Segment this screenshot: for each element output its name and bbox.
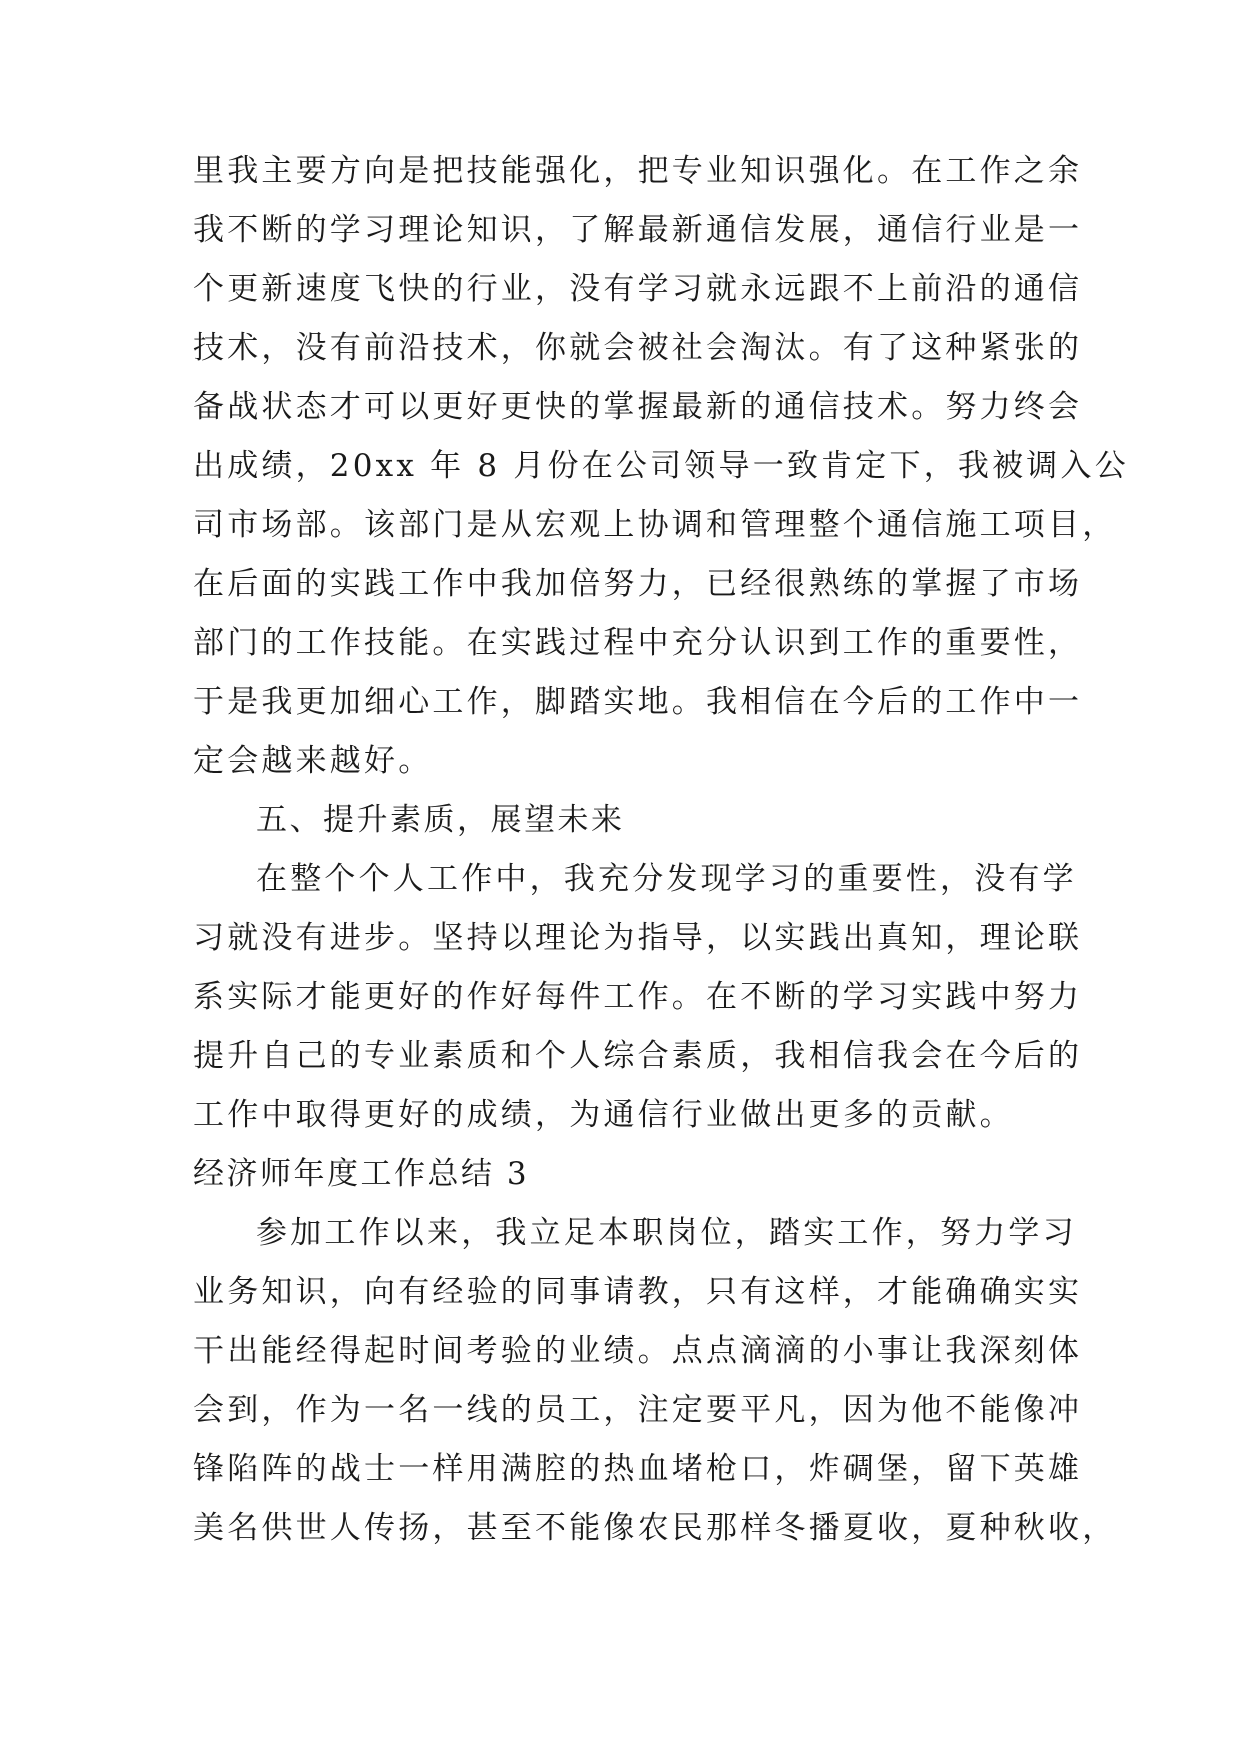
text-line: 于是我更加细心工作，脚踏实地。我相信在今后的工作中一 [193, 684, 1083, 720]
text-line: 定会越来越好。 [193, 743, 433, 779]
text-line: 美名供世人传扬，甚至不能像农民那样冬播夏收，夏种秋收， [193, 1510, 1117, 1546]
text-line: 系实际才能更好的作好每件工作。在不断的学习实践中努力 [193, 979, 1083, 1015]
text-line: 在后面的实践工作中我加倍努力，已经很熟练的掌握了市场 [193, 566, 1083, 602]
text-line: 技术，没有前沿技术，你就会被社会淘汰。有了这种紧张的 [193, 330, 1083, 366]
text-line: 业务知识，向有经验的同事请教，只有这样，才能确确实实 [193, 1274, 1083, 1310]
text-line: 司市场部。该部门是从宏观上协调和管理整个通信施工项目， [193, 507, 1117, 543]
section-heading: 五、提升素质，展望未来 [256, 802, 625, 838]
text-line: 锋陷阵的战士一样用满腔的热血堵枪口，炸碉堡，留下英雄 [193, 1451, 1083, 1487]
text-line: 工作中取得更好的成绩，为通信行业做出更多的贡献。 [193, 1097, 1014, 1133]
text-line: 习就没有进步。坚持以理论为指导，以实践出真知，理论联 [193, 920, 1083, 956]
paragraph-first-line: 参加工作以来，我立足本职岗位，踏实工作，努力学习 [256, 1215, 1077, 1251]
text-line: 会到，作为一名一线的员工，注定要平凡，因为他不能像冲 [193, 1392, 1083, 1428]
paragraph-first-line: 在整个个人工作中，我充分发现学习的重要性，没有学 [256, 861, 1077, 897]
text-line: 我不断的学习理论知识，了解最新通信发展，通信行业是一 [193, 212, 1083, 248]
text-line: 部门的工作技能。在实践过程中充分认识到工作的重要性， [193, 625, 1083, 661]
text-line: 提升自己的专业素质和个人综合素质，我相信我会在今后的 [193, 1038, 1083, 1074]
text-line: 备战状态才可以更好更快的掌握最新的通信技术。努力终会 [193, 389, 1083, 425]
text-line: 干出能经得起时间考验的业绩。点点滴滴的小事让我深刻体 [193, 1333, 1083, 1369]
text-line: 里我主要方向是把技能强化，把专业知识强化。在工作之余 [193, 153, 1083, 189]
text-line: 出成绩，20xx 年 8 月份在公司领导一致肯定下，我被调入公 [193, 448, 1129, 484]
text-line: 个更新速度飞快的行业，没有学习就永远跟不上前沿的通信 [193, 271, 1083, 307]
document-title: 经济师年度工作总结 3 [193, 1156, 530, 1192]
